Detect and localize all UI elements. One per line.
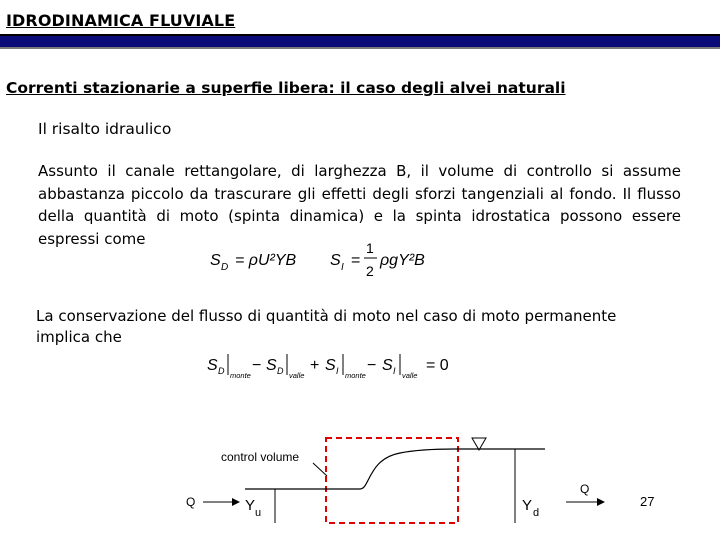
slide-title: IDRODINAMICA FLUVIALE	[6, 11, 236, 30]
eq2-term2-eval: valle	[289, 371, 305, 380]
paragraph-intro: Assunto il canale rettangolare, di larghezza B, il volume di controllo si assume abbastanza piccolo da trascurare gli effetti degli sforzi tangenziali al fondo. Il flusso della quantità di moto (spinta dinamica) e la spinta idrostatica possono essere espressi come	[38, 162, 681, 248]
eq2-op2: +	[310, 357, 320, 374]
eq1-sd-symbol: S	[210, 252, 221, 269]
upstream-depth-label: Y	[245, 497, 256, 514]
eq2-op3: −	[367, 357, 377, 374]
eq2-term4-symbol: S	[382, 357, 393, 374]
downstream-depth-label: Y	[522, 497, 533, 514]
eq2-term4-subscript: I	[393, 366, 396, 376]
eq2-term2-subscript: D	[277, 366, 284, 376]
outflow-label: Q	[580, 482, 590, 496]
eq2-term1-symbol: S	[207, 357, 218, 374]
paragraph-conservation: La conservazione del flusso di quantità di moto nel caso di moto permanente implica che	[36, 307, 617, 346]
title-bar	[0, 34, 720, 47]
eq2-op1: −	[252, 357, 262, 374]
downstream-depth-subscript: d	[533, 507, 540, 519]
eq2-term3-eval: monte	[345, 371, 366, 380]
eq2-term4-eval: valle	[402, 371, 418, 380]
upstream-depth-subscript: u	[255, 507, 262, 519]
eq1-fraction-numerator: 1	[366, 240, 374, 256]
inflow-arrow-icon	[232, 498, 240, 506]
eq2-term3-symbol: S	[325, 357, 336, 374]
equation-forces	[205, 234, 445, 284]
hydraulic-jump-diagram	[170, 425, 610, 525]
eq1-si-rhs: ρgY²B	[380, 252, 425, 269]
eq2-term1-eval: monte	[230, 371, 251, 380]
inflow-label: Q	[186, 495, 196, 509]
subtitle: Correnti stazionarie a superfie libera: il caso degli alvei naturali	[6, 79, 566, 97]
eq2-term2-symbol: S	[266, 357, 277, 374]
eq1-si-equals: =	[351, 252, 361, 269]
eq1-sd-subscript: D	[221, 262, 229, 273]
section-title: Il risalto idraulico	[38, 120, 172, 138]
outflow-arrow-icon	[597, 498, 605, 506]
eq1-fraction-denominator: 2	[366, 263, 374, 279]
control-volume-leader-line	[313, 463, 327, 476]
eq1-sd-rhs: = ρU²YB	[235, 252, 297, 269]
eq2-term1-subscript: D	[218, 366, 225, 376]
control-volume-label: control volume	[221, 450, 300, 464]
eq1-si-subscript: I	[341, 262, 344, 273]
page-number: 27	[640, 494, 655, 509]
eq1-si-symbol: S	[330, 252, 341, 269]
eq2-equals-zero: = 0	[426, 357, 449, 374]
control-volume-box	[326, 438, 458, 523]
free-surface-symbol-icon	[472, 438, 486, 450]
equation-momentum-balance	[204, 350, 484, 382]
eq2-term3-subscript: I	[336, 366, 339, 376]
title-bar-shadow	[0, 47, 720, 49]
